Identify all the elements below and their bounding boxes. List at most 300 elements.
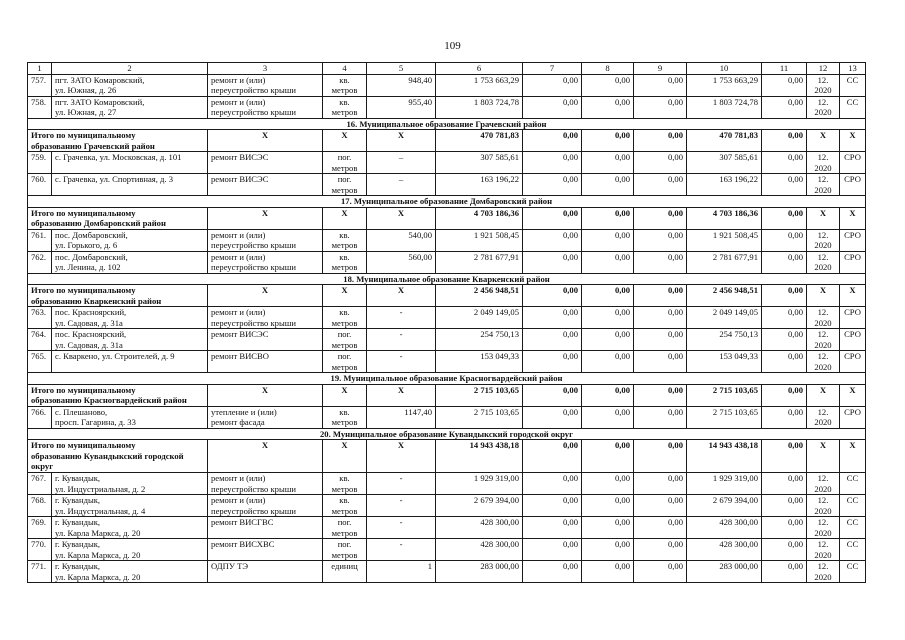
table-row bbox=[28, 174, 866, 196]
table-cell: 163 196,22 bbox=[687, 174, 762, 196]
table-cell: 0,00 bbox=[523, 561, 582, 583]
table-cell: 1 803 724,78 bbox=[687, 96, 762, 118]
subtotal-cell: X bbox=[208, 130, 323, 152]
table-cell: - bbox=[367, 307, 436, 329]
subtotal-cell: 0,00 bbox=[523, 384, 582, 406]
subtotal-cell: 0,00 bbox=[582, 440, 634, 473]
table-cell: СС bbox=[840, 561, 866, 583]
table-row bbox=[28, 473, 866, 495]
table-cell: 0,00 bbox=[582, 96, 634, 118]
table-row bbox=[28, 351, 866, 373]
table-cell: 1147,40 bbox=[367, 406, 436, 428]
subtotal-cell: X bbox=[367, 207, 436, 229]
table-cell: 0,00 bbox=[582, 307, 634, 329]
table-cell: 428 300,00 bbox=[687, 539, 762, 561]
table-cell: с. Плешаново, просп. Гагарина, д. 33 bbox=[52, 406, 208, 428]
column-number: 7 bbox=[523, 63, 582, 75]
table-cell: 0,00 bbox=[762, 229, 807, 251]
table-cell: 0,00 bbox=[634, 561, 687, 583]
subtotal-cell: X bbox=[807, 130, 840, 152]
subtotal-cell: 14 943 438,18 bbox=[687, 440, 762, 473]
row-number: 758. bbox=[28, 96, 52, 118]
subtotal-row bbox=[28, 384, 866, 406]
table-cell: 1 753 663,29 bbox=[436, 74, 523, 96]
subtotal-row bbox=[28, 440, 866, 473]
section-title: 17. Муниципальное образование Домбаровский район bbox=[28, 196, 866, 208]
column-number: 8 bbox=[582, 63, 634, 75]
subtotal-cell: 0,00 bbox=[582, 130, 634, 152]
table-body bbox=[28, 63, 866, 583]
section-heading-row bbox=[28, 373, 866, 385]
table-cell: 0,00 bbox=[523, 174, 582, 196]
subtotal-cell: X bbox=[807, 207, 840, 229]
table-cell: 12. 2020 bbox=[807, 561, 840, 583]
table-cell: с. Грачевка, ул. Московская, д. 101 bbox=[52, 152, 208, 174]
table-cell: 163 196,22 bbox=[436, 174, 523, 196]
column-number-row bbox=[28, 63, 866, 75]
table-cell: 1 921 508,45 bbox=[436, 229, 523, 251]
table-cell: 0,00 bbox=[523, 229, 582, 251]
subtotal-row bbox=[28, 285, 866, 307]
table-cell: 0,00 bbox=[582, 251, 634, 273]
subtotal-cell: X bbox=[807, 440, 840, 473]
table-cell: - bbox=[367, 329, 436, 351]
table-cell: 0,00 bbox=[634, 473, 687, 495]
table-cell: пог. метров bbox=[323, 329, 367, 351]
table-cell: ремонт ВИСВО bbox=[208, 351, 323, 373]
table-cell: 1 921 508,45 bbox=[687, 229, 762, 251]
table-cell: ремонт ВИСХВС bbox=[208, 539, 323, 561]
table-cell: СС bbox=[840, 517, 866, 539]
subtotal-cell: X bbox=[840, 285, 866, 307]
table-cell: 0,00 bbox=[523, 307, 582, 329]
column-number: 9 bbox=[634, 63, 687, 75]
table-row bbox=[28, 152, 866, 174]
row-number: 761. bbox=[28, 229, 52, 251]
subtotal-cell: X bbox=[323, 130, 367, 152]
table-cell: ремонт и (или) переустройство крыши bbox=[208, 74, 323, 96]
subtotal-cell: 2 715 103,65 bbox=[687, 384, 762, 406]
table-cell: СРО bbox=[840, 152, 866, 174]
table-cell: 12. 2020 bbox=[807, 96, 840, 118]
subtotal-cell: X bbox=[208, 207, 323, 229]
subtotal-cell: X bbox=[367, 130, 436, 152]
subtotal-cell: X bbox=[840, 130, 866, 152]
table-cell: – bbox=[367, 152, 436, 174]
table-cell: 0,00 bbox=[582, 495, 634, 517]
table-cell: 0,00 bbox=[634, 96, 687, 118]
table-cell: 2 781 677,91 bbox=[436, 251, 523, 273]
table-cell: СС bbox=[840, 495, 866, 517]
table-cell: 0,00 bbox=[762, 307, 807, 329]
table-cell: 0,00 bbox=[762, 96, 807, 118]
table-cell: 428 300,00 bbox=[436, 517, 523, 539]
table-cell: СС bbox=[840, 473, 866, 495]
table-cell: кв. метров bbox=[323, 473, 367, 495]
subtotal-cell: 14 943 438,18 bbox=[436, 440, 523, 473]
column-number: 3 bbox=[208, 63, 323, 75]
table-cell: СРО bbox=[840, 307, 866, 329]
subtotal-cell: 0,00 bbox=[523, 207, 582, 229]
table-cell: кв. метров bbox=[323, 406, 367, 428]
table-cell: 0,00 bbox=[634, 329, 687, 351]
table-cell: г. Кувандык, ул. Карла Маркса, д. 20 bbox=[52, 517, 208, 539]
subtotal-cell: X bbox=[208, 285, 323, 307]
column-number: 2 bbox=[52, 63, 208, 75]
table-cell: 12. 2020 bbox=[807, 406, 840, 428]
table-cell: 12. 2020 bbox=[807, 329, 840, 351]
table-cell: 12. 2020 bbox=[807, 351, 840, 373]
section-title: 18. Муниципальное образование Кваркенский район bbox=[28, 273, 866, 285]
subtotal-cell: X bbox=[367, 384, 436, 406]
row-number: 766. bbox=[28, 406, 52, 428]
column-number: 10 bbox=[687, 63, 762, 75]
section-title: 20. Муниципальное образование Кувандыкский городской округ bbox=[28, 428, 866, 440]
table-cell: кв. метров bbox=[323, 74, 367, 96]
subtotal-cell: X bbox=[807, 285, 840, 307]
subtotal-cell: X bbox=[323, 440, 367, 473]
subtotal-cell: X bbox=[807, 384, 840, 406]
subtotal-cell: 0,00 bbox=[582, 285, 634, 307]
table-cell: 948,40 bbox=[367, 74, 436, 96]
row-number: 762. bbox=[28, 251, 52, 273]
table-cell: пог. метров bbox=[323, 152, 367, 174]
table-cell: 1 753 663,29 bbox=[687, 74, 762, 96]
column-number: 5 bbox=[367, 63, 436, 75]
subtotal-cell: X bbox=[840, 384, 866, 406]
table-cell: 0,00 bbox=[523, 495, 582, 517]
row-number: 759. bbox=[28, 152, 52, 174]
table-cell: 0,00 bbox=[582, 406, 634, 428]
table-cell: ремонт ВИСЭС bbox=[208, 152, 323, 174]
table-cell: - bbox=[367, 473, 436, 495]
table-cell: пгт. ЗАТО Комаровский, ул. Южная, д. 26 bbox=[52, 74, 208, 96]
table-cell: СС bbox=[840, 539, 866, 561]
column-number: 4 bbox=[323, 63, 367, 75]
subtotal-cell: 0,00 bbox=[634, 285, 687, 307]
table-row bbox=[28, 539, 866, 561]
table-cell: 0,00 bbox=[634, 351, 687, 373]
table-cell: 0,00 bbox=[523, 406, 582, 428]
subtotal-cell: 0,00 bbox=[762, 130, 807, 152]
table-cell: 12. 2020 bbox=[807, 307, 840, 329]
table-cell: пог. метров bbox=[323, 539, 367, 561]
table-cell: 955,40 bbox=[367, 96, 436, 118]
table-cell: - bbox=[367, 539, 436, 561]
table-cell: 2 049 149,05 bbox=[436, 307, 523, 329]
subtotal-cell: 0,00 bbox=[634, 440, 687, 473]
table-cell: 12. 2020 bbox=[807, 174, 840, 196]
table-cell: 0,00 bbox=[634, 495, 687, 517]
subtotal-cell: 4 703 186,36 bbox=[687, 207, 762, 229]
table-cell: 307 585,61 bbox=[687, 152, 762, 174]
table-cell: 153 049,33 bbox=[687, 351, 762, 373]
table-cell: 0,00 bbox=[523, 351, 582, 373]
subtotal-cell: X bbox=[208, 384, 323, 406]
table-row bbox=[28, 329, 866, 351]
table-cell: 0,00 bbox=[582, 329, 634, 351]
table-cell: кв. метров bbox=[323, 307, 367, 329]
table-cell: ремонт и (или) переустройство крыши bbox=[208, 251, 323, 273]
table-cell: ремонт и (или) переустройство крыши bbox=[208, 495, 323, 517]
column-number: 6 bbox=[436, 63, 523, 75]
table-cell: 153 049,33 bbox=[436, 351, 523, 373]
subtotal-cell: X bbox=[323, 285, 367, 307]
table-cell: 428 300,00 bbox=[436, 539, 523, 561]
table-cell: 0,00 bbox=[634, 74, 687, 96]
table-cell: СРО bbox=[840, 229, 866, 251]
section-title: 16. Муниципальное образование Грачевский район bbox=[28, 118, 866, 130]
row-number: 768. bbox=[28, 495, 52, 517]
table-cell: 0,00 bbox=[634, 152, 687, 174]
table-cell: 307 585,61 bbox=[436, 152, 523, 174]
table-cell: 0,00 bbox=[582, 539, 634, 561]
table-cell: 1 929 319,00 bbox=[687, 473, 762, 495]
column-number: 11 bbox=[762, 63, 807, 75]
table-cell: 0,00 bbox=[523, 329, 582, 351]
table-cell: ремонт и (или) переустройство крыши bbox=[208, 473, 323, 495]
table-row bbox=[28, 406, 866, 428]
table-row bbox=[28, 251, 866, 273]
table-cell: 12. 2020 bbox=[807, 74, 840, 96]
table-cell: 254 750,13 bbox=[687, 329, 762, 351]
table-cell: СРО bbox=[840, 329, 866, 351]
table-cell: г. Кувандык, ул. Индустриальная, д. 2 bbox=[52, 473, 208, 495]
table-cell: 1 803 724,78 bbox=[436, 96, 523, 118]
table-cell: 0,00 bbox=[762, 539, 807, 561]
table-cell: 2 781 677,91 bbox=[687, 251, 762, 273]
subtotal-cell: 0,00 bbox=[762, 285, 807, 307]
table-cell: пог. метров bbox=[323, 517, 367, 539]
subtotal-cell: X bbox=[367, 285, 436, 307]
table-cell: СС bbox=[840, 74, 866, 96]
table-cell: СРО bbox=[840, 251, 866, 273]
table-cell: 12. 2020 bbox=[807, 229, 840, 251]
table-cell: 2 049 149,05 bbox=[687, 307, 762, 329]
row-number: 760. bbox=[28, 174, 52, 196]
table-cell: 1 929 319,00 bbox=[436, 473, 523, 495]
table-cell: 0,00 bbox=[582, 152, 634, 174]
table-cell: 0,00 bbox=[762, 517, 807, 539]
table-cell: 0,00 bbox=[634, 539, 687, 561]
table-cell: 0,00 bbox=[523, 74, 582, 96]
table-cell: 0,00 bbox=[762, 329, 807, 351]
table-cell: 12. 2020 bbox=[807, 495, 840, 517]
subtotal-cell: 0,00 bbox=[523, 130, 582, 152]
table-cell: 12. 2020 bbox=[807, 251, 840, 273]
table-cell: 283 000,00 bbox=[436, 561, 523, 583]
table-cell: пос. Домбаровский, ул. Ленина, д. 102 bbox=[52, 251, 208, 273]
row-number: 770. bbox=[28, 539, 52, 561]
subtotal-label: Итого по муниципальному образованию Домбаровский район bbox=[28, 207, 208, 229]
table-cell: кв. метров bbox=[323, 251, 367, 273]
subtotal-cell: 470 781,83 bbox=[436, 130, 523, 152]
table-cell: 0,00 bbox=[762, 174, 807, 196]
subtotal-cell: 2 456 948,51 bbox=[436, 285, 523, 307]
table-cell: кв. метров bbox=[323, 96, 367, 118]
subtotal-label: Итого по муниципальному образованию Красногвардейский район bbox=[28, 384, 208, 406]
table-cell: 1 bbox=[367, 561, 436, 583]
table-cell: г. Кувандык, ул. Карла Маркса, д. 20 bbox=[52, 539, 208, 561]
table-cell: 0,00 bbox=[582, 174, 634, 196]
table-cell: с. Кваркено, ул. Строителей, д. 9 bbox=[52, 351, 208, 373]
table-cell: 12. 2020 bbox=[807, 517, 840, 539]
table-cell: 0,00 bbox=[762, 495, 807, 517]
subtotal-cell: X bbox=[840, 440, 866, 473]
table-cell: 2 715 103,65 bbox=[687, 406, 762, 428]
table-cell: пог. метров bbox=[323, 174, 367, 196]
table-cell: 0,00 bbox=[762, 251, 807, 273]
table-cell: ОДПУ ТЭ bbox=[208, 561, 323, 583]
table-row bbox=[28, 74, 866, 96]
table-cell: 0,00 bbox=[523, 473, 582, 495]
table-cell: 0,00 bbox=[634, 229, 687, 251]
table-cell: СРО bbox=[840, 351, 866, 373]
row-number: 764. bbox=[28, 329, 52, 351]
table-cell: - bbox=[367, 517, 436, 539]
section-title: 19. Муниципальное образование Красногвардейский район bbox=[28, 373, 866, 385]
subtotal-cell: 0,00 bbox=[582, 384, 634, 406]
table-cell: пог. метров bbox=[323, 351, 367, 373]
table-cell: СРО bbox=[840, 406, 866, 428]
table-cell: - bbox=[367, 351, 436, 373]
table-row bbox=[28, 229, 866, 251]
table-cell: 0,00 bbox=[582, 517, 634, 539]
table-cell: пос. Домбаровский, ул. Горького, д. 6 bbox=[52, 229, 208, 251]
table-row bbox=[28, 561, 866, 583]
table-cell: 0,00 bbox=[762, 152, 807, 174]
table-cell: пос. Красноярский, ул. Садовая, д. 31а bbox=[52, 329, 208, 351]
table-cell: пгт. ЗАТО Комаровский, ул. Южная, д. 27 bbox=[52, 96, 208, 118]
table-cell: 0,00 bbox=[762, 561, 807, 583]
row-number: 765. bbox=[28, 351, 52, 373]
subtotal-row bbox=[28, 130, 866, 152]
table-cell: 0,00 bbox=[762, 473, 807, 495]
table-cell: 12. 2020 bbox=[807, 152, 840, 174]
table-cell: г. Кувандык, ул. Индустриальная, д. 4 bbox=[52, 495, 208, 517]
table-cell: 560,00 bbox=[367, 251, 436, 273]
page-number: 109 bbox=[444, 40, 461, 52]
subtotal-cell: X bbox=[367, 440, 436, 473]
table-cell: 0,00 bbox=[523, 152, 582, 174]
table-cell: 2 679 394,00 bbox=[436, 495, 523, 517]
table-cell: 0,00 bbox=[634, 406, 687, 428]
table-cell: с. Грачевка, ул. Спортивная, д. 3 bbox=[52, 174, 208, 196]
table-cell: 0,00 bbox=[582, 473, 634, 495]
table-cell: 254 750,13 bbox=[436, 329, 523, 351]
subtotal-cell: 4 703 186,36 bbox=[436, 207, 523, 229]
table-cell: СРО bbox=[840, 174, 866, 196]
table-cell: 0,00 bbox=[634, 251, 687, 273]
subtotal-cell: 470 781,83 bbox=[687, 130, 762, 152]
subtotal-cell: 0,00 bbox=[582, 207, 634, 229]
subtotal-cell: 0,00 bbox=[634, 207, 687, 229]
table-cell: 12. 2020 bbox=[807, 539, 840, 561]
row-number: 769. bbox=[28, 517, 52, 539]
table-cell: 0,00 bbox=[523, 96, 582, 118]
table-cell: ремонт и (или) переустройство крыши bbox=[208, 307, 323, 329]
row-number: 767. bbox=[28, 473, 52, 495]
table-cell: пос. Красноярский, ул. Садовая, д. 31а bbox=[52, 307, 208, 329]
table-cell: 0,00 bbox=[582, 74, 634, 96]
subtotal-label: Итого по муниципальному образованию Грачевский район bbox=[28, 130, 208, 152]
table-cell: ремонт ВИСЭС bbox=[208, 329, 323, 351]
row-number: 757. bbox=[28, 74, 52, 96]
subtotal-cell: 0,00 bbox=[634, 130, 687, 152]
capital-repair-table bbox=[27, 62, 866, 583]
row-number: 763. bbox=[28, 307, 52, 329]
subtotal-cell: 0,00 bbox=[634, 384, 687, 406]
subtotal-cell: 0,00 bbox=[523, 440, 582, 473]
table-cell: 0,00 bbox=[762, 351, 807, 373]
table-cell: 0,00 bbox=[523, 539, 582, 561]
table-cell: 0,00 bbox=[582, 229, 634, 251]
table-cell: 0,00 bbox=[762, 406, 807, 428]
table-cell: 0,00 bbox=[634, 517, 687, 539]
table-cell: 0,00 bbox=[582, 351, 634, 373]
table-cell: 2 715 103,65 bbox=[436, 406, 523, 428]
table-cell: утепление и (или) ремонт фасада bbox=[208, 406, 323, 428]
table-cell: 540,00 bbox=[367, 229, 436, 251]
table-cell: 12. 2020 bbox=[807, 473, 840, 495]
table-row bbox=[28, 517, 866, 539]
table-cell: – bbox=[367, 174, 436, 196]
table-cell: 2 679 394,00 bbox=[687, 495, 762, 517]
table-cell: 0,00 bbox=[523, 517, 582, 539]
table-cell: ремонт и (или) переустройство крыши bbox=[208, 229, 323, 251]
subtotal-cell: X bbox=[208, 440, 323, 473]
section-heading-row bbox=[28, 196, 866, 208]
table-cell: СС bbox=[840, 96, 866, 118]
table-row bbox=[28, 307, 866, 329]
table-cell: 428 300,00 bbox=[687, 517, 762, 539]
table-cell: единиц bbox=[323, 561, 367, 583]
table-cell: - bbox=[367, 495, 436, 517]
table-cell: г. Кувандык, ул. Карла Маркса, д. 20 bbox=[52, 561, 208, 583]
table-cell: 283 000,00 bbox=[687, 561, 762, 583]
subtotal-cell: 0,00 bbox=[523, 285, 582, 307]
table-cell: кв. метров bbox=[323, 229, 367, 251]
subtotal-cell: 0,00 bbox=[762, 440, 807, 473]
table-row bbox=[28, 96, 866, 118]
table-cell: ремонт и (или) переустройство крыши bbox=[208, 96, 323, 118]
subtotal-cell: 0,00 bbox=[762, 384, 807, 406]
subtotal-cell: 2 715 103,65 bbox=[436, 384, 523, 406]
column-number: 13 bbox=[840, 63, 866, 75]
row-number: 771. bbox=[28, 561, 52, 583]
subtotal-cell: X bbox=[840, 207, 866, 229]
table-cell: 0,00 bbox=[634, 174, 687, 196]
subtotal-cell: X bbox=[323, 207, 367, 229]
table-cell: ремонт ВИСГВС bbox=[208, 517, 323, 539]
table-cell: кв. метров bbox=[323, 495, 367, 517]
table-cell: 0,00 bbox=[523, 251, 582, 273]
section-heading-row bbox=[28, 428, 866, 440]
subtotal-label: Итого по муниципальному образованию Кваркенский район bbox=[28, 285, 208, 307]
subtotal-cell: 2 456 948,51 bbox=[687, 285, 762, 307]
table-cell: 0,00 bbox=[582, 561, 634, 583]
subtotal-cell: 0,00 bbox=[762, 207, 807, 229]
subtotal-row bbox=[28, 207, 866, 229]
column-number: 12 bbox=[807, 63, 840, 75]
subtotal-cell: X bbox=[323, 384, 367, 406]
table-cell: ремонт ВИСЭС bbox=[208, 174, 323, 196]
table-cell: 0,00 bbox=[762, 74, 807, 96]
subtotal-label: Итого по муниципальному образованию Кувандыкский городской округ bbox=[28, 440, 208, 473]
table-row bbox=[28, 495, 866, 517]
table-cell: 0,00 bbox=[634, 307, 687, 329]
section-heading-row bbox=[28, 118, 866, 130]
